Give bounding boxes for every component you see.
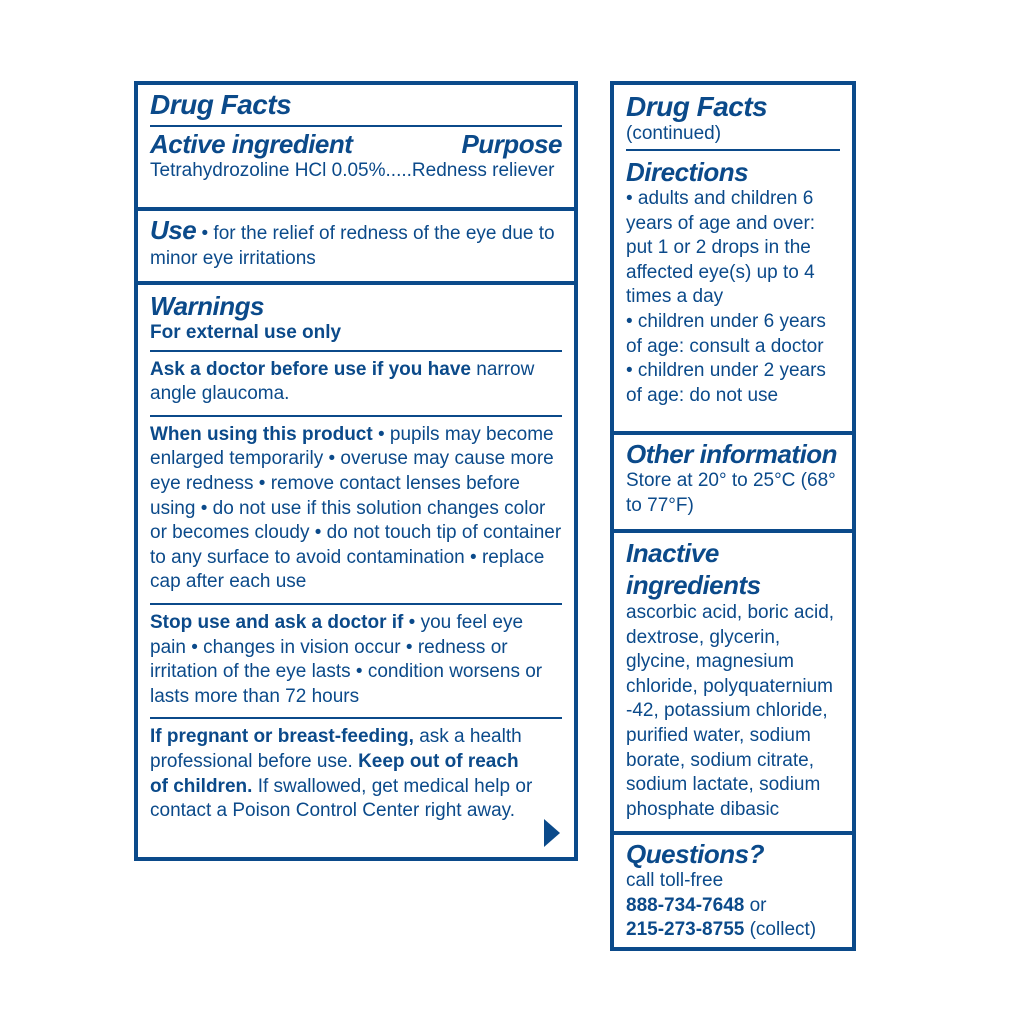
use-heading: Use (150, 215, 197, 245)
drug-facts-panel-right (610, 81, 856, 951)
divider (150, 603, 562, 605)
directions-heading: Directions (626, 157, 749, 187)
divider (150, 350, 562, 352)
divider (150, 717, 562, 719)
pregnant-paragraph (150, 725, 562, 823)
questions-text: call toll-free (626, 870, 724, 891)
inactive-ingredients-section (614, 529, 852, 831)
directions-section (614, 91, 852, 431)
when-using-bold: When using this product (150, 423, 373, 445)
questions-heading: Questions? (626, 839, 765, 869)
divider (150, 415, 562, 417)
warnings-section (138, 281, 574, 861)
phone-number-2[interactable]: 215-273-8755 (626, 919, 745, 941)
use-text: • for the relief of redness of the eye due to minor eye irritations (150, 223, 555, 269)
pregnant-text: ask a health professional before use. (150, 726, 522, 772)
drug-facts-panel-left (134, 81, 578, 861)
inactive-ingredients-text: ascorbic acid, boric acid, dextrose, glycerin, glycine, magnesium chloride, polyquaternium -42, potassium chloride, purified water, sodium borate, sodium citrate, sodium lactate, sodium phosphate dibasic (626, 602, 835, 820)
ask-doctor-bold: Ask a doctor before use if you have (150, 358, 471, 380)
external-use-text: For external use only (150, 322, 342, 343)
phone-number-1-suffix: or (749, 894, 767, 916)
active-ingredient-section (138, 89, 574, 207)
warnings-heading: Warnings (150, 291, 264, 321)
questions-section (614, 831, 852, 947)
drug-facts-title: Drug Facts (150, 89, 292, 120)
when-using-paragraph (150, 423, 562, 595)
other-information-heading: Other information (626, 439, 838, 469)
stop-use-bold: Stop use and ask a doctor if (150, 611, 404, 633)
divider (150, 125, 562, 127)
directions-item-1: • adults and children 6 years of age and over: put 1 or 2 drops in the affected eye(s) up to 4 times a day (626, 188, 816, 308)
pregnant-bold: If pregnant or breast-feeding, (150, 726, 414, 748)
divider (626, 149, 840, 151)
when-using-text: • pupils may become enlarged temporarily • overuse may cause more eye redness • remove contact lenses before using • do not use if this solution changes color or becomes cloudy • do not touch tip of container to any surface to avoid contamination • replace cap after each use (150, 423, 562, 593)
active-ingredient-heading: Active ingredient (150, 129, 353, 159)
keep-out-bold: Keep out of reach of children. (150, 750, 519, 797)
keep-out-text: If swallowed, get medical help or contact a Poison Control Center right away. (150, 775, 533, 822)
other-information-text: Store at 20° to 25°C (68° to 77°F) (626, 470, 836, 516)
drug-facts-continued-title: Drug Facts (626, 91, 768, 122)
purpose-heading: Purpose (461, 129, 562, 159)
use-section (138, 207, 574, 281)
directions-item-3: • children under 2 years of age: do not use (626, 360, 826, 406)
phone-number-1[interactable]: 888-734-7648 (626, 894, 745, 916)
stop-use-paragraph (150, 611, 562, 709)
continued-label: (continued) (626, 123, 722, 144)
ask-doctor-paragraph (150, 358, 562, 407)
stop-use-text: • you feel eye pain • changes in vision occur • redness or irritation of the eye lasts • condition worsens or lasts more than 72 hours (150, 611, 543, 707)
triangle-right-icon (544, 819, 560, 847)
ask-doctor-text: narrow angle glaucoma. (150, 358, 535, 405)
phone-number-2-suffix: (collect) (749, 919, 817, 941)
directions-item-2: • children under 6 years of age: consult a doctor (626, 310, 826, 357)
inactive-ingredients-heading: Inactive ingredients (626, 538, 761, 600)
other-information-section (614, 431, 852, 529)
active-ingredient-line: Tetrahydrozoline HCl 0.05%.....Redness reliever (150, 160, 555, 181)
